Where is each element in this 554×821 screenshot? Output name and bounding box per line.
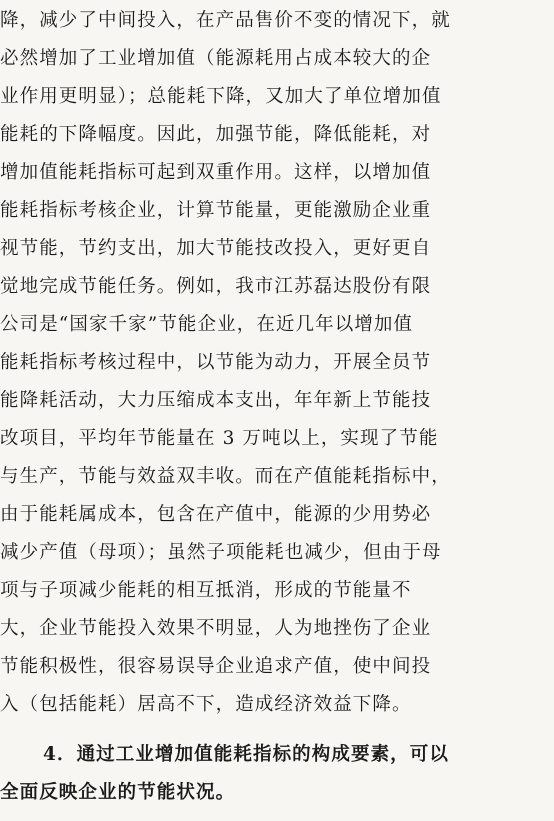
paragraph-line: 由于能耗属成本，包含在产值中，能源的少用势必 (0, 504, 432, 525)
paragraph-line: 公司是“国家千家”节能企业，在近几年以增加值 (0, 314, 414, 335)
paragraph-line: 节能积极性，很容易误导企业追求产值，使中间投 (0, 656, 432, 677)
paragraph-line: 视节能，节约支出，加大节能技改投入，更好更自 (0, 238, 432, 259)
paragraph-line: 减少产值（母项）；虽然子项能耗也减少，但由于母 (0, 542, 442, 563)
paragraph-line: 降，减少了中间投入，在产品售价不变的情况下，就 (0, 10, 451, 31)
paragraph-line: 觉地完成节能任务。例如，我市江苏磊达股份有限 (0, 276, 432, 297)
paragraph-line: 能耗的下降幅度。因此，加强节能，降低能耗，对 (0, 124, 432, 145)
paragraph-line: 增加值能耗指标可起到双重作用。这样，以增加值 (0, 162, 432, 183)
section-heading: 4．通过工业增加值能耗指标的构成要素，可以 (43, 744, 449, 765)
paragraph-line-last: 入（包括能耗）居高不下，造成经济效益下降。 (0, 694, 412, 715)
paragraph-line: 必然增加了工业增加值（能源耗用占成本较大的企 (0, 48, 432, 69)
paragraph-line: 业作用更明显）；总能耗下降，又加大了单位增加值 (0, 86, 442, 107)
paragraph-line: 与生产，节能与效益双丰收。而在产值能耗指标中， (0, 466, 451, 487)
paragraph-line: 项与子项减少能耗的相互抵消，形成的节能量不 (0, 580, 412, 601)
paragraph-line: 改项目，平均年节能量在 3 万吨以上，实现了节能 (0, 428, 439, 449)
section-heading-continued: 全面反映企业的节能状况。 (0, 782, 236, 803)
paragraph-line: 能耗指标考核企业，计算节能量，更能激励企业重 (0, 200, 432, 221)
paragraph-line: 大，企业节能投入效果不明显，人为地挫伤了企业 (0, 618, 432, 639)
paragraph-line: 能耗指标考核过程中，以节能为动力，开展全员节 (0, 352, 432, 373)
paragraph-line: 能降耗活动，大力压缩成本支出，年年新上节能技 (0, 390, 432, 411)
